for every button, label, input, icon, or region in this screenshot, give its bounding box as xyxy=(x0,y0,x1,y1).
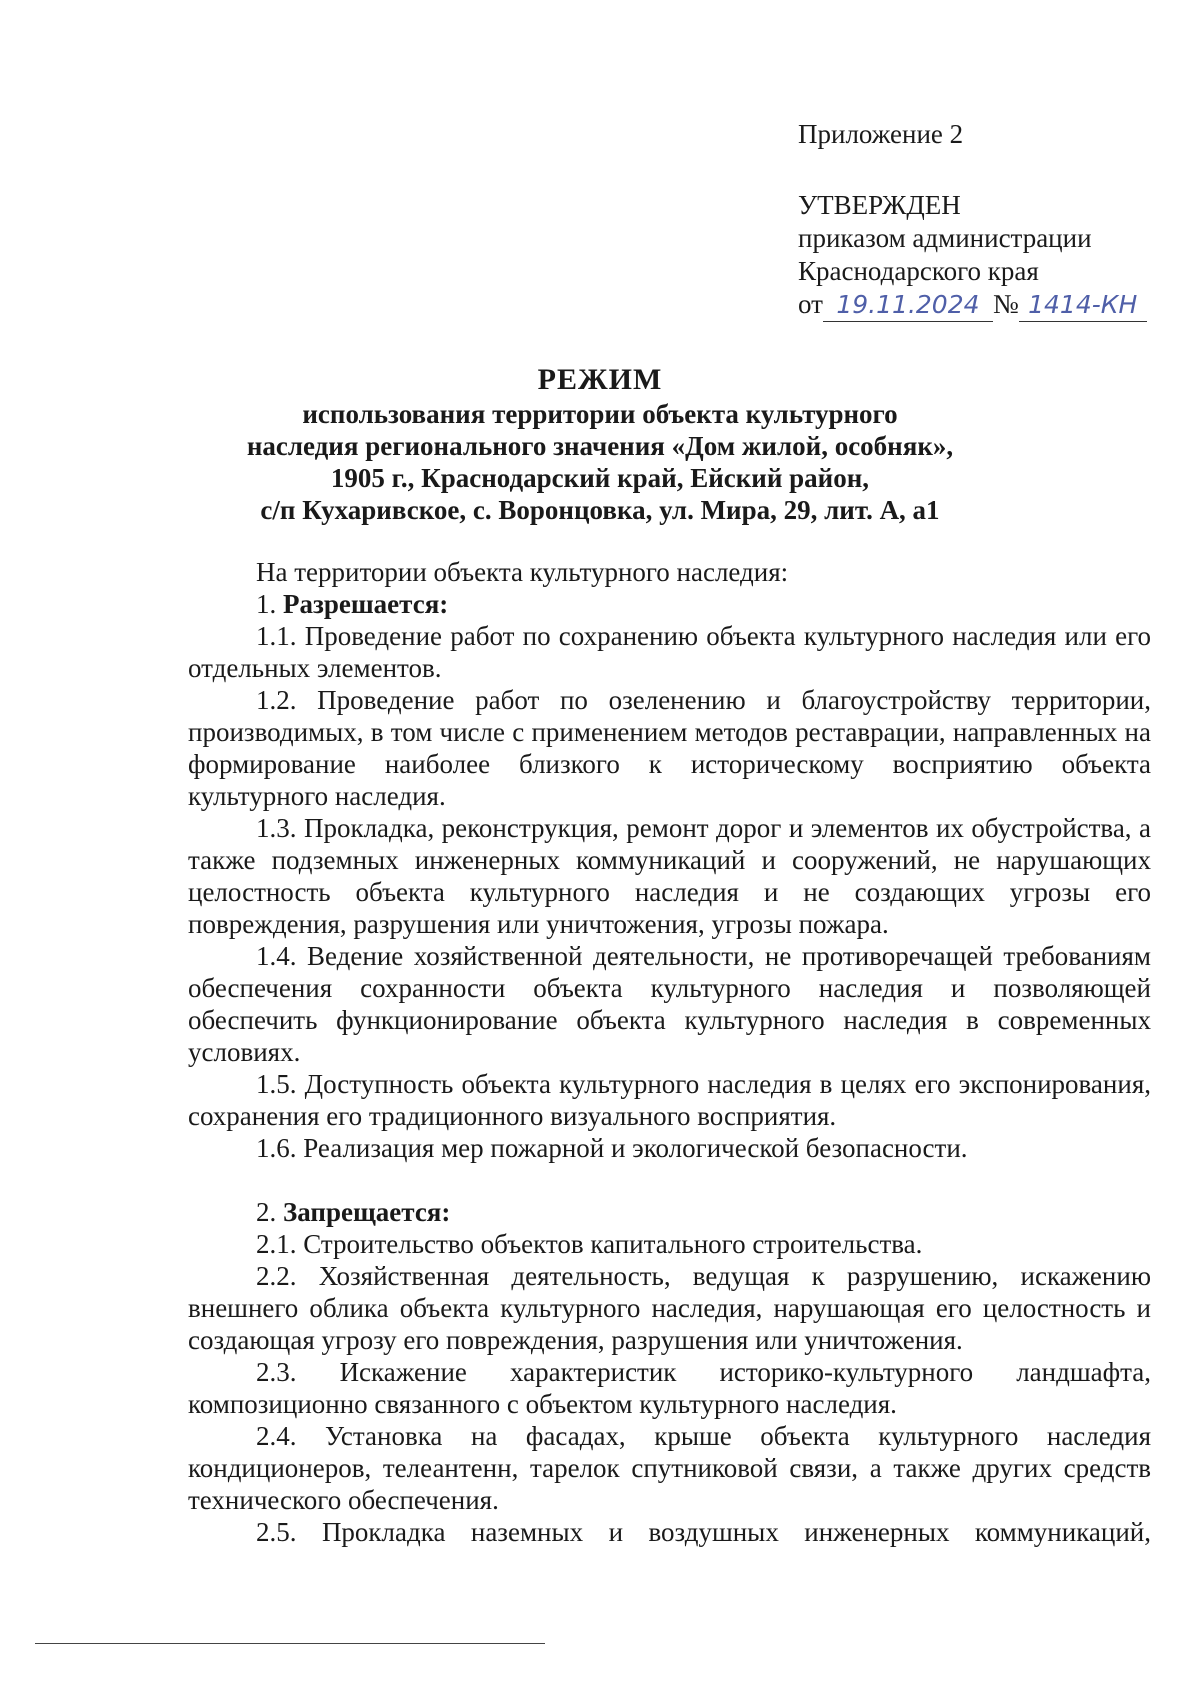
section-2-label: Запрещается: xyxy=(283,1197,451,1227)
date-blank xyxy=(823,288,993,322)
date-number-line xyxy=(798,288,1147,322)
footer-rule xyxy=(35,1643,545,1644)
title-heading: РЕЖИМ xyxy=(537,363,663,396)
clause-2-3: 2.3. Искажение характеристик историко-культурного ландшафта, композиционно связанного с объектом культурного наследия. xyxy=(188,1357,1151,1419)
document-body xyxy=(188,556,1151,1548)
date-prefix: от xyxy=(798,289,823,319)
title-line-4: с/п Кухаривское, с. Воронцовка, ул. Мира, 29, лит. А, а1 xyxy=(260,495,940,525)
title-line-1: использования территории объекта культурного xyxy=(302,399,898,429)
clause-1-6: 1.6. Реализация мер пожарной и экологической безопасности. xyxy=(256,1133,968,1163)
number-prefix: № xyxy=(992,289,1019,319)
section-1-label: Разрешается: xyxy=(283,589,449,619)
handwritten-date: 19.11.2024 xyxy=(836,290,980,319)
handwritten-number: 1414-КН xyxy=(1028,290,1138,319)
region-line: Краснодарского края xyxy=(798,256,1039,286)
number-blank xyxy=(1019,288,1147,322)
clause-1-1: 1.1. Проведение работ по сохранению объекта культурного наследия или его отдельных элементов. xyxy=(188,621,1151,683)
clause-2-1: 2.1. Строительство объектов капитального строительства. xyxy=(256,1229,923,1259)
title-line-2: наследия регионального значения «Дом жилой, особняк», xyxy=(246,431,954,461)
section-2-number: 2. xyxy=(256,1197,283,1227)
intro-paragraph: На территории объекта культурного наследия: xyxy=(256,557,789,587)
approval-block xyxy=(798,118,1147,322)
clause-2-2: 2.2. Хозяйственная деятельность, ведущая к разрушению, искажению внешнего облика объекта культурного наследия, нарушающая его целостность и создающая угрозу его повреждения, разрушения или уничтожения. xyxy=(188,1261,1151,1355)
clause-2-5: 2.5. Прокладка наземных и воздушных инженерных коммуникаций, xyxy=(256,1517,1151,1547)
approved-label: УТВЕРЖДЕН xyxy=(798,190,961,220)
clause-1-4: 1.4. Ведение хозяйственной деятельности, не противоречащей требованиям обеспечения сохранности объекта культурного наследия и позволяющей обеспечить функционирование объекта культурного наследия в современных условиях. xyxy=(188,941,1151,1067)
document-title xyxy=(150,362,1050,526)
clause-2-4: 2.4. Установка на фасадах, крыше объекта культурного наследия кондиционеров, телеантенн, тарелок спутниковой связи, а также других средств технического обеспечения. xyxy=(188,1421,1151,1515)
clause-1-2: 1.2. Проведение работ по озеленению и благоустройству территории, производимых, в том числе с применением методов реставрации, направленных на формирование наиболее близкого к историческому восприятию объекта культурного наследия. xyxy=(188,685,1151,811)
title-line-3: 1905 г., Краснодарский край, Ейский район, xyxy=(330,463,870,493)
clause-1-3: 1.3. Прокладка, реконструкция, ремонт дорог и элементов их обустройства, а также подземных инженерных коммуникаций и сооружений, не нарушающих целостность объекта культурного наследия и не создающих угрозы его повреждения, разрушения или уничтожения, угрозы пожара. xyxy=(188,813,1151,939)
clause-1-5: 1.5. Доступность объекта культурного наследия в целях его экспонирования, сохранения его традиционного визуального восприятия. xyxy=(188,1069,1151,1131)
order-line: приказом администрации xyxy=(798,223,1092,253)
section-1-heading xyxy=(188,588,1151,620)
section-2-heading xyxy=(188,1196,1151,1228)
appendix-label: Приложение 2 xyxy=(798,119,964,149)
section-1-number: 1. xyxy=(256,589,283,619)
